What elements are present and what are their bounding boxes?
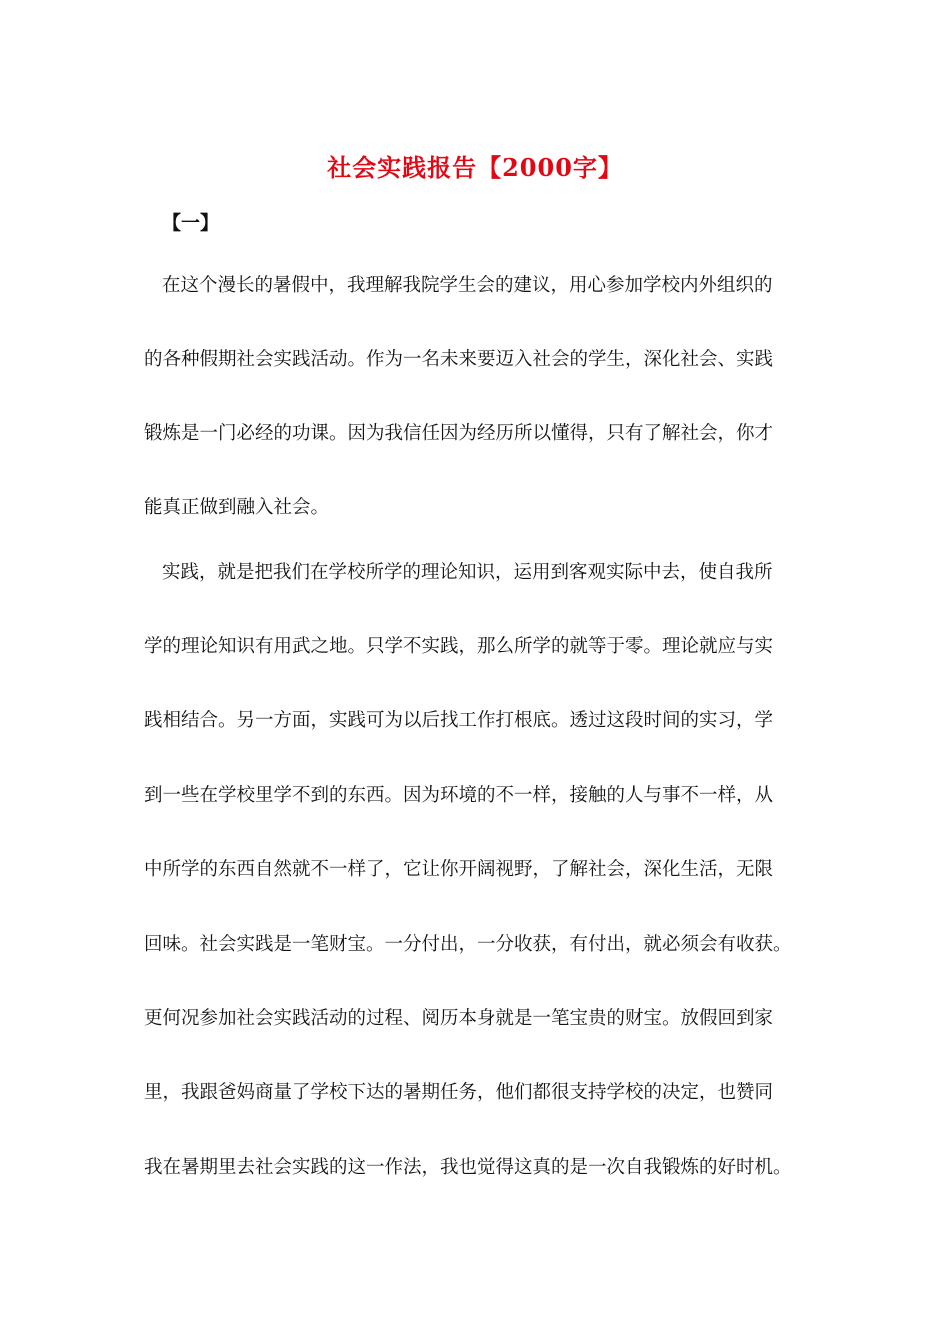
paragraph-line: 回味。社会实践是一笔财宝。一分付出，一分收获，有付出，就必须会有收获。 xyxy=(144,934,792,955)
paragraph-line: 更何况参加社会实践活动的过程、阅历本身就是一笔宝贵的财宝。放假回到家 xyxy=(144,1008,774,1029)
paragraph-line: 我在暑期里去社会实践的这一作法，我也觉得这真的是一次自我锻炼的好时机。 xyxy=(144,1157,792,1178)
paragraph-line: 实践，就是把我们在学校所学的理论知识，运用到客观实际中去，使自我所 xyxy=(162,562,773,583)
paragraph-line: 里，我跟爸妈商量了学校下达的暑期任务，他们都很支持学校的决定，也赞同 xyxy=(144,1082,774,1103)
paragraph-line: 到一些在学校里学不到的东西。因为环境的不一样，接触的人与事不一样，从 xyxy=(144,785,774,806)
paragraph-line: 践相结合。另一方面，实践可为以后找工作打根底。透过这段时间的实习，学 xyxy=(144,710,774,731)
paragraph-line: 学的理论知识有用武之地。只学不实践，那么所学的就等于零。理论就应与实 xyxy=(144,636,774,657)
paragraph-line: 在这个漫长的暑假中，我理解我院学生会的建议，用心参加学校内外组织的 xyxy=(162,275,773,296)
paragraph-line: 锻炼是一门必经的功课。因为我信任因为经历所以懂得，只有了解社会，你才 xyxy=(144,423,774,444)
paragraph-line: 的各种假期社会实践活动。作为一名未来要迈入社会的学生，深化社会、实践 xyxy=(144,349,774,370)
document-title: 社会实践报告【2000字】 xyxy=(327,153,623,182)
section-label: 【一】 xyxy=(162,212,220,234)
paragraph-line: 中所学的东西自然就不一样了，它让你开阔视野，了解社会，深化生活，无限 xyxy=(144,859,774,880)
paragraph-line: 能真正做到融入社会。 xyxy=(144,497,330,518)
